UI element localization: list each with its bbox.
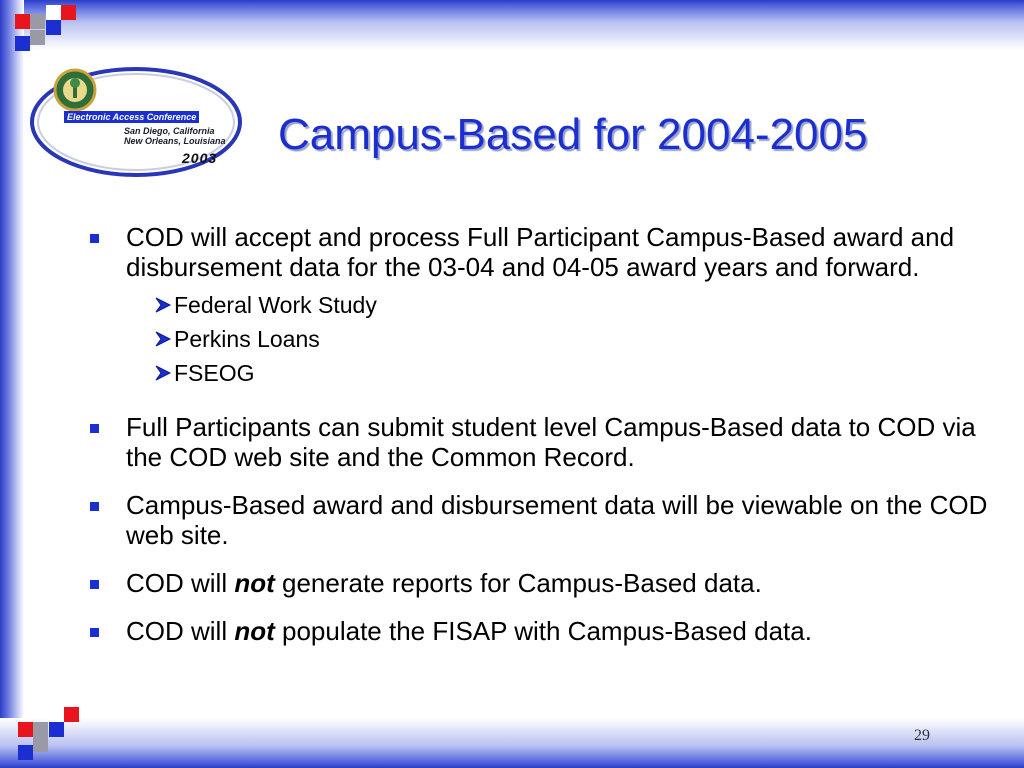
logo-cities bbox=[124, 126, 226, 146]
bullet-emphasis: not bbox=[234, 616, 275, 646]
square-bullet-icon bbox=[90, 628, 99, 637]
square-bullet-icon bbox=[90, 424, 99, 433]
bullet-text-after: populate the FISAP with Campus-Based data. bbox=[274, 616, 812, 646]
bullet-text-after: generate reports for Campus-Based data. bbox=[274, 568, 762, 598]
sub-bullet-text: FSEOG bbox=[174, 360, 255, 386]
arrow-bullet-icon bbox=[154, 296, 172, 314]
sub-bullet-item bbox=[154, 356, 1008, 390]
slide-content bbox=[88, 222, 1008, 646]
bullet-item bbox=[88, 568, 1008, 598]
arrow-bullet-icon bbox=[154, 330, 172, 348]
bullet-item bbox=[88, 490, 1008, 550]
sub-bullet-item bbox=[154, 288, 1008, 322]
bullet-item bbox=[88, 616, 1008, 646]
logo-city-2: New Orleans, Louisiana bbox=[124, 136, 226, 146]
left-frame-band bbox=[0, 0, 24, 768]
square-bullet-icon bbox=[90, 234, 99, 243]
square-bullet-icon bbox=[90, 580, 99, 589]
slide-title: Campus-Based for 2004-2005 bbox=[278, 110, 868, 159]
bullet-text: Full Participants can submit student level Campus-Based data to COD via the COD web site and the Common Record. bbox=[126, 412, 976, 472]
bullet-item bbox=[88, 412, 1008, 472]
page-number: 29 bbox=[914, 727, 930, 744]
logo-conference-name: Electronic Access Conference bbox=[64, 111, 199, 123]
bottom-frame-band bbox=[0, 718, 1024, 768]
bullet-text-before: COD will bbox=[126, 616, 235, 646]
top-frame-band bbox=[0, 0, 1024, 50]
square-bullet-icon bbox=[90, 502, 99, 511]
sub-bullet-item bbox=[154, 322, 1008, 356]
bullet-item bbox=[88, 222, 1008, 282]
bullet-text-before: COD will bbox=[126, 568, 235, 598]
logo-year: 2003 bbox=[182, 150, 218, 166]
sub-bullet-text: Perkins Loans bbox=[174, 326, 320, 352]
arrow-bullet-icon bbox=[154, 364, 172, 382]
bullet-text: COD will accept and process Full Participant Campus-Based award and disbursement data for the 03-04 and 04-05 award years and forward. bbox=[126, 222, 955, 282]
seal-icon bbox=[55, 70, 95, 110]
logo-city-1: San Diego, California bbox=[124, 126, 215, 136]
sub-bullet-text: Federal Work Study bbox=[174, 292, 377, 318]
bullet-text: Campus-Based award and disbursement data will be viewable on the COD web site. bbox=[126, 490, 988, 550]
bullet-emphasis: not bbox=[234, 568, 275, 598]
